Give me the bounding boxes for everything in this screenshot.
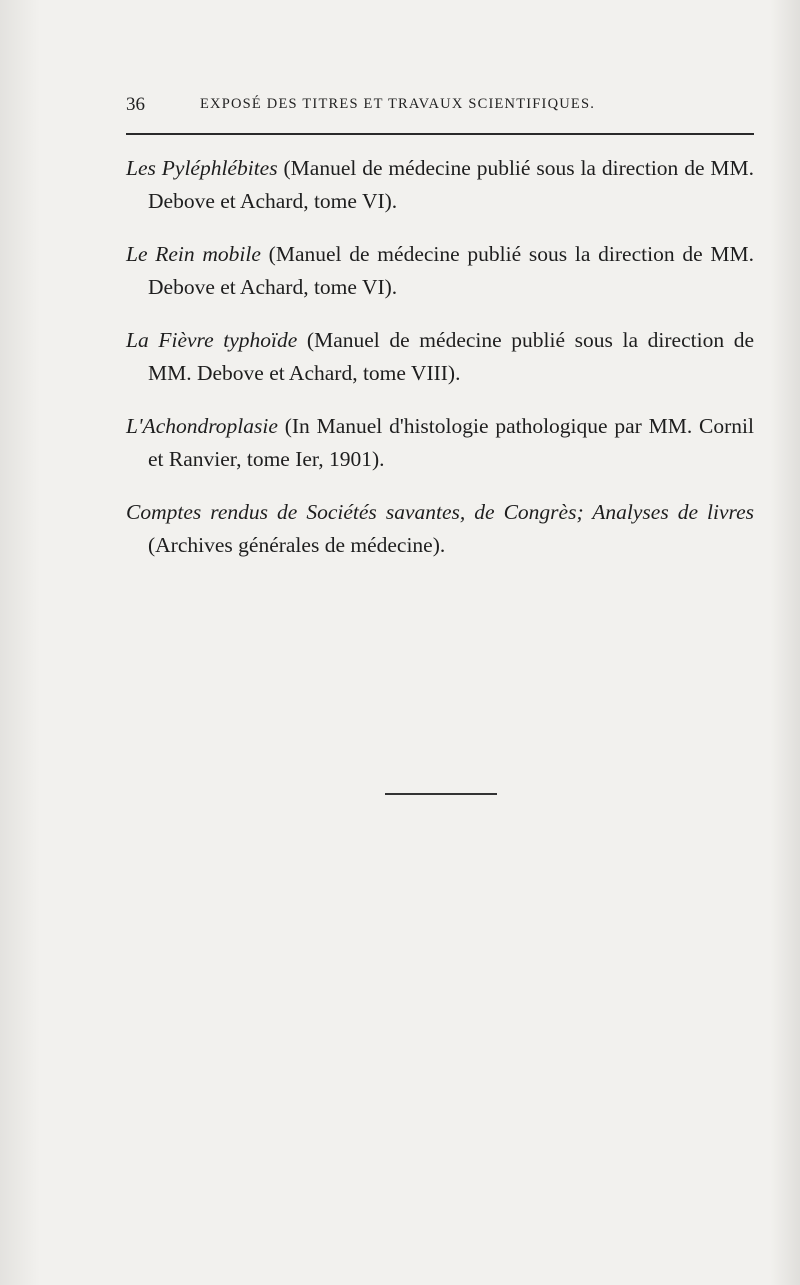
publication-entry	[126, 324, 754, 390]
publication-details: (Manuel de médecine publié sous la direction de MM. Debove et Achard, tome VI).	[148, 156, 754, 213]
publication-title: La Fièvre typhoïde	[126, 328, 298, 352]
section-end-rule	[385, 793, 497, 795]
publication-entry	[126, 152, 754, 218]
publication-details: (Archives générales de médecine).	[148, 533, 446, 557]
page-number: 36	[126, 94, 145, 115]
publication-entry	[126, 238, 754, 304]
publication-details: (Manuel de médecine publié sous la direction de MM. Debove et Achard, tome VIII).	[148, 328, 754, 385]
running-head	[126, 94, 686, 118]
publication-title: Comptes rendus de Sociétés savantes, de Congrès; Analyses de livres	[126, 500, 754, 524]
publication-title: L'Achondroplasie	[126, 414, 278, 438]
publication-entry	[126, 410, 754, 476]
publication-title: Le Rein mobile	[126, 242, 261, 266]
publication-title: Les Pyléphlébites	[126, 156, 278, 180]
publication-list	[126, 152, 754, 582]
running-title: EXPOSÉ DES TITRES ET TRAVAUX SCIENTIFIQUES.	[200, 96, 596, 112]
page-shadow-left	[0, 0, 40, 1285]
publication-details: (Manuel de médecine publié sous la direction de MM. Debove et Achard, tome VI).	[148, 242, 754, 299]
publication-details: (In Manuel d'histologie pathologique par MM. Cornil et Ranvier, tome Ier, 1901).	[148, 414, 754, 471]
publication-entry	[126, 496, 754, 562]
page-shadow-right	[770, 0, 800, 1285]
header-rule	[126, 133, 754, 135]
